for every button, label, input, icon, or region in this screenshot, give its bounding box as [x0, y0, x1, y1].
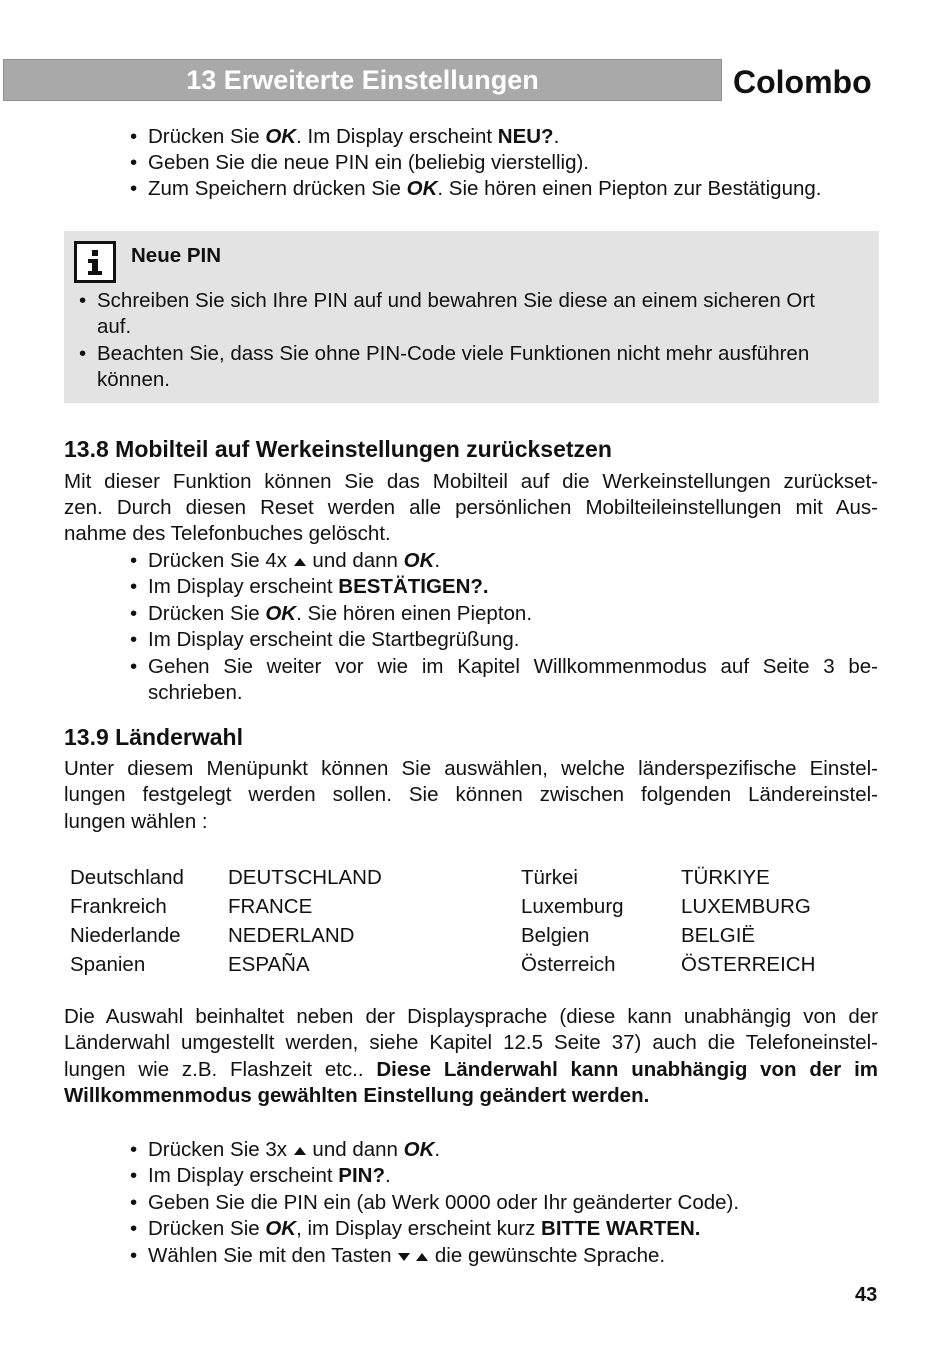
list-item: • Schreiben Sie sich Ihre PIN auf und bewahren Sie diese an einem sicheren Ort [97, 288, 865, 314]
country-name: Frankreich [70, 895, 167, 918]
up-arrow-icon [415, 1252, 429, 1262]
down-arrow-icon [397, 1252, 411, 1262]
country-name: Spanien [70, 953, 146, 976]
paragraph-line: Die Auswahl beinhaltet neben der Displaysprache (diese kann unabhängig von der [64, 1005, 878, 1028]
paragraph-line: Mit dieser Funktion können Sie das Mobilteil auf die Werkeinstellungen zurückset- [64, 470, 878, 493]
country-display: NEDERLAND [228, 924, 355, 947]
chapter-header-bar [3, 59, 722, 101]
section-heading: 13.8 Mobilteil auf Werkeinstellungen zurücksetzen [64, 436, 612, 462]
country-display: TÜRKIYE [681, 866, 770, 889]
list-item: • Geben Sie die PIN ein (ab Werk 0000 oder Ihr geänderter Code). [148, 1190, 739, 1216]
page-number: 43 [855, 1284, 878, 1306]
list-item: • Drücken Sie OK, im Display erscheint kurz BITTE WARTEN. [148, 1216, 700, 1242]
list-item: • Drücken Sie OK. Sie hören einen Piepton. [148, 601, 532, 627]
country-display: LUXEMBURG [681, 895, 811, 918]
list-item: • Im Display erscheint PIN?. [148, 1163, 391, 1189]
list-item: • Drücken Sie OK. Im Display erscheint NEU?. [148, 124, 559, 150]
country-display: FRANCE [228, 895, 313, 918]
list-item-continuation: können. [97, 368, 170, 391]
paragraph-line: Unter diesem Menüpunkt können Sie auswählen, welche länderspezifische Einstel- [64, 757, 878, 780]
chapter-title: 13 Erweiterte Einstellungen [186, 64, 539, 95]
list-item: • Im Display erscheint die Startbegrüßung. [148, 627, 519, 653]
list-item: • Im Display erscheint BESTÄTIGEN?. [148, 574, 489, 600]
country-name: Luxemburg [521, 895, 624, 918]
list-item-continuation: auf. [97, 315, 132, 338]
list-item: • Geben Sie die neue PIN ein (beliebig vierstellig). [148, 150, 589, 176]
list-item: • Drücken Sie 4x und dann OK. [148, 548, 440, 574]
list-item: • Beachten Sie, dass Sie ohne PIN-Code viele Funktionen nicht mehr ausführen [97, 341, 809, 367]
paragraph-line: lungen festgelegt werden sollen. Sie können zwischen folgenden Ländereinstel- [64, 783, 878, 806]
paragraph-line: nahme des Telefonbuches gelöscht. [64, 522, 391, 545]
section-heading: 13.9 Länderwahl [64, 724, 243, 750]
paragraph-line: Länderwahl umgestellt werden, siehe Kapitel 12.5 Seite 37) auch die Telefoneinstel- [64, 1031, 878, 1054]
country-name: Türkei [521, 866, 578, 889]
paragraph-line: Willkommenmodus gewählten Einstellung geändert werden. [64, 1084, 650, 1107]
country-display: BELGIË [681, 924, 756, 947]
up-arrow-icon [293, 1146, 307, 1156]
country-name: Niederlande [70, 924, 181, 947]
paragraph-line: lungen wie z.B. Flashzeit etc.. Diese Länderwahl kann unabhängig von der im [64, 1058, 878, 1081]
country-name: Deutschland [70, 866, 184, 889]
list-item: • Gehen Sie weiter vor wie im Kapitel Willkommenmodus auf Seite 3 be- [148, 654, 878, 680]
country-name: Österreich [521, 953, 616, 976]
country-name: Belgien [521, 924, 590, 947]
country-display: DEUTSCHLAND [228, 866, 382, 889]
brand-name: Colombo [733, 64, 872, 100]
info-box-title: Neue PIN [131, 244, 221, 267]
up-arrow-icon [293, 557, 307, 567]
info-icon [74, 241, 116, 283]
paragraph-line: lungen wählen : [64, 810, 208, 833]
paragraph-line: zen. Durch diesen Reset werden alle persönlichen Mobilteileinstellungen mit Aus- [64, 496, 878, 519]
list-item: • Wählen Sie mit den Tasten die gewünschte Sprache. [148, 1243, 665, 1269]
country-display: ESPAÑA [228, 953, 310, 976]
list-item-continuation: schrieben. [148, 681, 243, 704]
list-item: • Zum Speichern drücken Sie OK. Sie hören einen Piepton zur Bestätigung. [148, 176, 821, 202]
list-item: • Drücken Sie 3x und dann OK. [148, 1137, 440, 1163]
country-display: ÖSTERREICH [681, 953, 816, 976]
